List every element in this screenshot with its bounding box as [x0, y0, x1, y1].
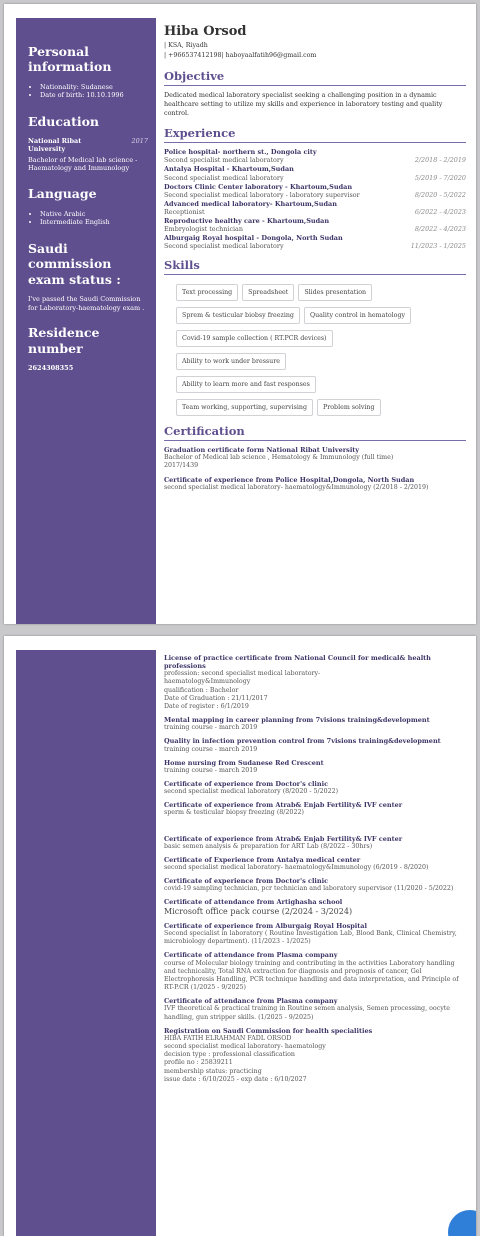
experience-role: Second specialist medical laboratory — [164, 173, 284, 182]
certification-heading: Certification — [164, 424, 466, 441]
corner-badge[interactable] — [448, 1210, 476, 1236]
experience-role: Embryologist technician — [164, 224, 243, 233]
skill-chip: Team working, supporting, supervising — [176, 399, 313, 416]
skill-row — [176, 399, 466, 416]
experience-date: 5/2019 - 7/2020 — [414, 173, 466, 182]
certification-entry — [164, 856, 466, 872]
experience-title: Alburgaig Royal hospital - Dongola, North Sudan — [164, 233, 343, 242]
skill-chip: Quality control in hematology — [304, 307, 411, 324]
certification-entry — [164, 835, 466, 851]
main-content — [164, 654, 466, 1089]
skill-row — [176, 376, 466, 393]
certification-entry — [164, 780, 466, 796]
certification-entry — [164, 654, 466, 711]
skill-chip: Slides presentation — [298, 284, 372, 301]
personal-info-list — [28, 83, 148, 101]
experience-date: 8/2020 - 5/2022 — [414, 190, 466, 199]
certification-title: Mental mapping in career planning from 7visions training&development — [164, 716, 430, 725]
experience-heading: Experience — [164, 126, 466, 143]
page-title: Hiba Orsod — [164, 24, 247, 39]
skill-chip: Covid-19 sample collection ( RT.PCR devices) — [176, 330, 333, 347]
certification-title: License of practice certificate from National Council for medical& health professions — [164, 654, 431, 671]
education-entry — [28, 137, 148, 153]
certification-text: profession: second specialist medical laboratory- haematology&Immunology qualification : Bachelor Date of Graduation : 21/11/2017 Date of register : 6/1/2019 — [164, 670, 321, 710]
experience-title: Reproductive healthy care - Khartoum,Sudan — [164, 216, 330, 225]
sidebar — [16, 18, 156, 624]
skill-chip: Text processing — [176, 284, 238, 301]
certification-title: Registration on Saudi Commission for health specialities — [164, 1026, 373, 1035]
experience-row — [164, 225, 466, 233]
certification-list — [164, 835, 466, 1084]
list-item: • Nationality: Sudanese — [40, 83, 148, 92]
certification-entry — [164, 997, 466, 1021]
experience-date: 6/2022 - 4/2023 — [414, 207, 466, 216]
location: | KSA, Riyadh — [164, 42, 208, 49]
skill-chip: Spreadsheet — [242, 284, 294, 301]
skill-row — [176, 353, 466, 370]
certification-text: IVF theoretical & practical training in Routine semen analysis, Semen processing, oocyte handling, gun stripper skills. (1/2025 - 9/2025) — [164, 1005, 451, 1021]
certification-text: Bachelor of Medical lab science , Hematology & Immunology (full time) 2017/1439 — [164, 454, 394, 470]
language-list — [28, 210, 148, 228]
certification-entry — [164, 898, 466, 917]
section-gap — [164, 823, 466, 835]
certification-text: second specialist medical laboratory (8/2020 - 5/2022) — [164, 788, 339, 796]
residence-heading: Residence number — [28, 325, 100, 356]
experience-entry — [164, 165, 466, 181]
residence-number: 2624308355 — [28, 363, 74, 372]
saudi-exam-text: I've passed the Saudi Commission for Laboratory-haematology exam . — [28, 294, 145, 312]
certification-text: HIBA FATIH ELRAHMAN FADL ORSOD second specialist medical laboratory- haematology decision type : professional classification profile no : 25839211 membership status: practicing issue date : 6/10/2025 - exp date : 6/10/2027 — [164, 1034, 326, 1083]
list-item: • Date of birth: 10.10.1996 — [40, 91, 148, 100]
certification-entry — [164, 877, 466, 893]
certification-text: basic semen analysis & preparation for ART Lab (8/2022 - 30hrs) — [164, 842, 373, 850]
certification-text: second specialist medical laboratory- haematology&Immunology (2/2018 - 2/2019) — [164, 483, 429, 491]
experience-title: Doctors Clinic Center laboratory - Khartoum,Sudan — [164, 182, 353, 191]
certification-title: Home nursing from Sudanese Red Crescent — [164, 758, 324, 767]
experience-entry — [164, 200, 466, 216]
certification-title: Certificate of experience from Doctor's clinic — [164, 877, 329, 886]
certification-entry — [164, 951, 466, 992]
experience-entry — [164, 183, 466, 199]
certification-entry — [164, 922, 466, 946]
education-year: 2017 — [131, 137, 148, 146]
skills-heading: Skills — [164, 258, 466, 275]
experience-list — [164, 148, 466, 250]
certification-title: Quality in infection prevention control from 7visions training&development — [164, 737, 441, 746]
certification-text: course of Molecular biology training and contributing in the activities Laboratory handling and technicality, Total RNA extraction for diagnosis and prognosis of cancer, Gel Electrophoresis Handling, PCR technique handling and data interpretation, and Principle of RT-P.CR (1/2025 - 9/2025) — [164, 959, 459, 992]
certification-entry — [164, 716, 466, 732]
certification-text: covid-19 sampling technician, pcr technician and laboratory supervisor (11/2020 - 5/2022) — [164, 885, 454, 893]
personal-info-heading: Personal information — [28, 44, 112, 75]
experience-role: Receptionist — [164, 207, 205, 216]
certification-title: Certificate of Experience from Antalya medical center — [164, 855, 361, 864]
certification-title: Certificate of attendance from Plasma company — [164, 997, 338, 1006]
experience-title: Police hospital- northern st., Dongola city — [164, 148, 317, 157]
contact-line: | +966537412198| haboyaalfatih96@gmail.com — [164, 51, 317, 59]
certification-text: second specialist medical laboratory- haematology&Immunology (6/2019 - 8/2020) — [164, 864, 429, 872]
experience-row — [164, 208, 466, 216]
experience-title: Advanced medical laboratory- Khartoum,Sudan — [164, 199, 337, 208]
experience-entry — [164, 217, 466, 233]
education-school: National Ribat University — [28, 137, 82, 154]
resume-page-1 — [4, 4, 476, 624]
experience-role: Second specialist medical laboratory — [164, 156, 284, 165]
certification-list — [164, 446, 466, 492]
certification-text: training course - march 2019 — [164, 724, 258, 732]
list-item: • Native Arabic — [40, 210, 148, 219]
certification-text: sperm & testicular biopsy freezing (8/2022) — [164, 809, 304, 817]
certification-title: Certificate of experience from Atrab& Enjab Fertility& IVF center — [164, 801, 403, 810]
certification-entry — [164, 1027, 466, 1084]
experience-date: 2/2018 - 2/2019 — [414, 156, 466, 165]
education-heading: Education — [28, 114, 100, 130]
education-degree: Bachelor of Medical lab science - Haematology and Immunology — [28, 155, 138, 172]
certification-list — [164, 654, 466, 818]
certification-entry — [164, 759, 466, 775]
objective-text: Dedicated medical laboratory specialist seeking a challenging position in a dynamic healthcare setting to utilize my skills and experience in laboratory testing and quality control. — [164, 90, 443, 118]
skill-chip: Ability to learn more and fast responses — [176, 376, 316, 393]
list-item: • Intermediate English — [40, 218, 148, 227]
certification-text: Microsoft office pack course (2/2024 - 3/2024) — [164, 906, 353, 916]
skill-row — [176, 330, 466, 347]
language-heading: Language — [28, 186, 97, 202]
certification-title: Certificate of experience from Doctor's clinic — [164, 780, 329, 788]
skill-row — [176, 284, 466, 301]
skills-list — [164, 280, 466, 416]
certification-entry — [164, 801, 466, 817]
experience-date: 11/2023 - 1/2025 — [410, 242, 466, 251]
experience-row — [164, 174, 466, 182]
experience-title: Antalya Hospital - Khartoum,Sudan — [164, 165, 294, 174]
certification-text: training course - march 2019 — [164, 745, 258, 753]
experience-date: 8/2022 - 4/2023 — [414, 224, 466, 233]
experience-entry — [164, 148, 466, 164]
objective-heading: Objective — [164, 69, 466, 86]
certification-entry — [164, 737, 466, 753]
skill-chip: Problem solving — [317, 399, 380, 416]
certification-title: Certificate of experience from Alburgaig Royal Hospital — [164, 922, 367, 930]
certification-title: Certificate of attendance from Plasma company — [164, 951, 338, 960]
certification-entry — [164, 476, 466, 492]
certification-text: Second specialist in laboratory ( Routine Investigation Lab, Blood Bank, Clinical Chemistry, microbiology department). (11/2023 - 1/2025) — [164, 930, 457, 946]
certification-title: Certificate of attendance from Artighasha school — [164, 898, 343, 907]
main-content — [164, 24, 466, 497]
experience-entry — [164, 234, 466, 250]
saudi-exam-heading: Saudi commission exam status : — [28, 241, 121, 287]
skill-chip: Ability to work under bressure — [176, 353, 286, 370]
experience-row — [164, 242, 466, 250]
skill-row — [176, 307, 466, 324]
certification-title: Graduation certificate form National Ribat University — [164, 446, 360, 455]
experience-role: Second specialist medical laboratory — [164, 242, 284, 251]
experience-row — [164, 191, 466, 199]
certification-title: Certificate of experience from Police Hospital,Dongola, North Sudan — [164, 475, 415, 484]
certification-entry — [164, 446, 466, 470]
resume-page-2 — [4, 636, 476, 1236]
skill-chip: Sprem & testicular biobsy freezing — [176, 307, 300, 324]
certification-title: Certificate of experience from Atrab& Enjab Fertility& IVF center — [164, 834, 403, 843]
experience-row — [164, 156, 466, 164]
certification-text: training course - march 2019 — [164, 766, 258, 774]
sidebar — [16, 650, 156, 1236]
experience-role: Second specialist medical laboratory - laboratory supervisor — [164, 190, 360, 199]
